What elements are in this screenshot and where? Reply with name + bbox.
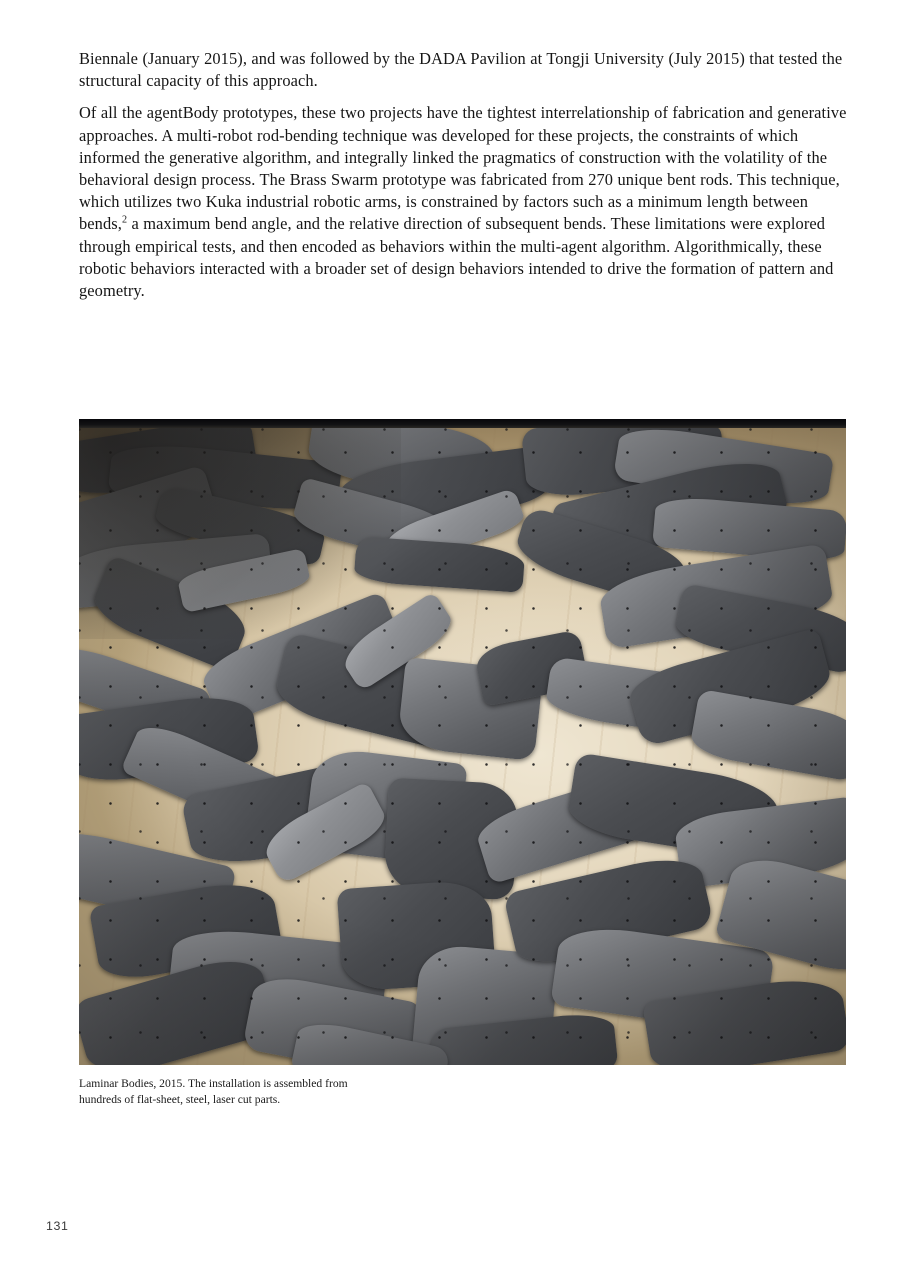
paragraph-agentbody-text-before-footnote: Of all the agentBody prototypes, these two projects have the tightest interrelationship of fabrication and generative approaches. A multi-robot rod-bending technique was developed for these projects, the constraints of which informed the generative algorithm, and integrally linked the pragmatics of construction with the volatility of the behavioral design process. The Brass Swarm prototype was fabricated from 270 unique bent rods. This technique, which utilizes two Kuka industrial robotic arms, is constrained by factors such as a minimum length between bends, (79, 103, 847, 234)
figure-caption: Laminar Bodies, 2015. The installation is assembled from hundreds of flat-sheet, steel, laser cut parts. (79, 1077, 348, 1106)
photo-top-dark-band (79, 419, 846, 428)
page-number: 131 (46, 1219, 69, 1233)
paragraph-biennale: Biennale (January 2015), and was followed by the DADA Pavilion at Tongji University (July 2015) that tested the structural capacity of this approach. (79, 49, 843, 91)
figure-laminar-bodies (79, 419, 846, 1065)
laminar-bodies-photograph (79, 419, 846, 1065)
body-text-column (79, 48, 847, 302)
footnote-marker-2[interactable]: 2 (121, 214, 128, 226)
paragraph-agentbody (79, 102, 847, 302)
steel-plate-cluster (79, 419, 846, 1065)
paragraph-agentbody-text-after-footnote: a maximum bend angle, and the relative direction of subsequent bends. These limitations were explored through empirical tests, and then encoded as behaviors within the multi-agent algorithm. Algorithmically, these robotic behaviors interacted with a broader set of design behaviors intended to drive the formation of pattern and geometry. (79, 214, 834, 301)
